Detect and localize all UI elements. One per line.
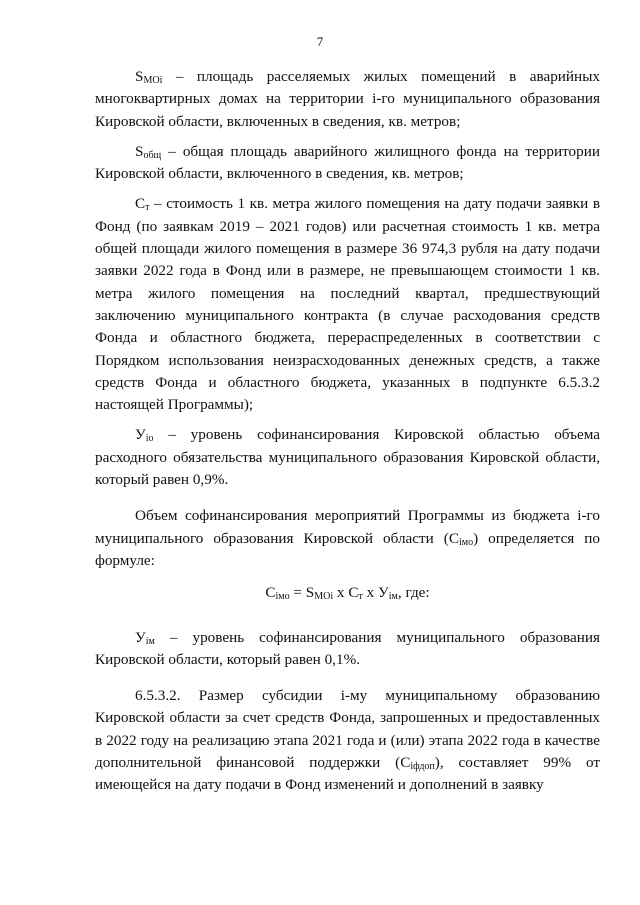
formula-u: У bbox=[378, 584, 389, 602]
formula-multiply: х bbox=[362, 584, 379, 602]
symbol-subscript: MOi bbox=[143, 75, 163, 86]
formula bbox=[95, 582, 600, 604]
volume-text-after: ) определяется по формуле: bbox=[95, 529, 600, 569]
definition-text: – уровень софинансирования муниципального образования Кировской области, который равен 0,1%. bbox=[95, 628, 600, 668]
symbol: S bbox=[135, 68, 144, 85]
subsidy-text-before: 6.5.3.2. Размер субсидии i-му муниципальному образованию Кировской области за счет средств Фонда, запрошенных и предоставленных в 2022 году на реализацию этапа 2021 года и (или) этапа 2022 года в качестве дополнительной финансовой поддержки (С bbox=[95, 687, 600, 772]
definition-text: – стоимость 1 кв. метра жилого помещения на дату подачи заявки в Фонд (по заявкам 2019 – 2021 годов) или расчетная стоимость 1 кв. метра общей площади жилого помещения в размере 36 974,3 рубля на дату подачи заявки 2022 года в Фонд или в размере, не превышающем стоимости 1 кв. метра жилого помещения на последний квартал, предшествующий заключению муниципального контракта (в случае расходования средств Фонда и областного бюджета, перераспределенных в соответствии с Порядком использования неизрасходованных денежных средств, а также средств Фонда и областного бюджета, указанных в подпункте 6.5.3.2 настоящей Программы); bbox=[95, 195, 600, 414]
formula-c-sub: iмо bbox=[275, 591, 290, 603]
formula-ct: С bbox=[348, 584, 359, 602]
volume-subscript: iмо bbox=[458, 536, 474, 548]
definition-s-moi bbox=[95, 66, 600, 133]
document-body bbox=[95, 66, 600, 805]
definition-text: – уровень софинансирования Кировской областью объема расходного обязательства муниципального образования Кировской области, который равен 0,9%. bbox=[95, 426, 600, 489]
formula-tail: , где: bbox=[397, 584, 430, 602]
symbol-subscript: общ bbox=[143, 149, 162, 161]
symbol: С bbox=[135, 195, 146, 213]
formula-s: S bbox=[305, 584, 315, 602]
formula-c: С bbox=[265, 584, 276, 602]
symbol-subscript: iм bbox=[145, 635, 155, 647]
definition-u-im bbox=[95, 627, 600, 672]
symbol: S bbox=[135, 142, 144, 160]
definition-s-obsh bbox=[95, 141, 600, 186]
symbol: У bbox=[135, 628, 146, 646]
volume-text-before: Объем софинансирования мероприятий Программы из бюджета i-го муниципального образования Кировской области (С bbox=[95, 507, 600, 547]
subsidy-text-after: ), составляет 99% от имеющейся на дату подачи в Фонд изменений и дополнений в заявку bbox=[95, 754, 600, 794]
definition-text: – общая площадь аварийного жилищного фонда на территории Кировской области, включенного в сведения, кв. метров; bbox=[95, 142, 600, 183]
subsidy-subscript: iфдоп bbox=[410, 761, 435, 773]
formula-ct-sub: т bbox=[358, 591, 363, 603]
volume-paragraph bbox=[95, 505, 600, 572]
definition-u-io bbox=[95, 424, 600, 491]
formula-multiply: х bbox=[333, 584, 349, 602]
definition-c-t bbox=[95, 193, 600, 416]
symbol-subscript: io bbox=[145, 433, 154, 445]
page-number: 7 bbox=[316, 34, 324, 49]
formula-u-sub: iм bbox=[388, 591, 398, 603]
formula-s-sub: MOi bbox=[314, 591, 334, 603]
symbol: У bbox=[135, 426, 146, 444]
formula-eq: = bbox=[289, 584, 306, 602]
subsidy-paragraph bbox=[95, 685, 600, 796]
symbol-subscript: т bbox=[145, 202, 150, 214]
definition-text: – площадь расселяемых жилых помещений в аварийных многоквартирных домах на территории i-го муниципального образования Кировской области, включенных в сведения, кв. метров; bbox=[95, 68, 600, 130]
